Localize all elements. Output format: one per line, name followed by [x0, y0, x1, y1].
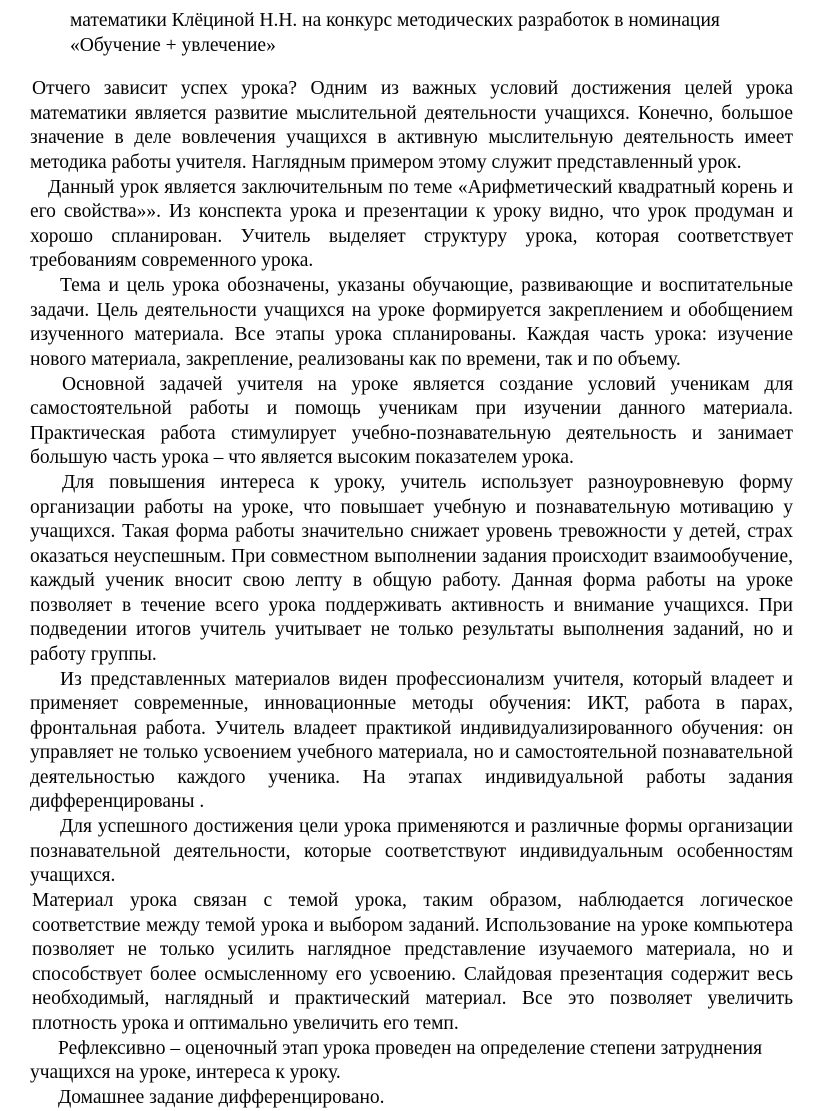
header-line-1: математики Клёциной Н.Н. на конкурс методических разработок в номинация — [70, 10, 720, 31]
paragraph-professionalism: Из представленных материалов виден профессионализм учителя, который владеет и применяет современные, инновационные методы обучения: ИКТ, работа в парах, фронтальная работа. Учитель владеет практикой индивидуализированного обучения: он управляет не только усвоением учебного материала, но и самостоятельной познавательной деятельностью каждого ученика. На этапах индивидуальной работы задания дифференцированы . — [30, 668, 793, 812]
paragraph-forms: Для успешного достижения цели урока применяются и различные формы организации познавательной деятельности, которые соответствуют индивидуальным особенностям учащихся. — [30, 816, 793, 886]
document-header — [70, 8, 770, 58]
paragraph-lesson-success: Отчего зависит успех урока? Одним из важных условий достижения целей урока математики является развитие мыслительной деятельности учащихся. Конечно, большое значение в деле вовлечения учащихся в активную мыслительную деятельность имеет методика работы учителя. Наглядным примером этому служит представленный урок. — [30, 78, 793, 173]
paragraph-lesson-topic: Данный урок является заключительным по теме «Арифметический квадратный корень и его свойства»». Из конспекта урока и презентации к уроку видно, что урок продуман и хорошо спланирован. Учитель выделяет структуру урока, которая соответствует требованиям современного урока. — [30, 176, 793, 271]
paragraph-lesson-goals: Тема и цель урока обозначены, указаны обучающие, развивающие и воспитательные задачи. Цель деятельности учащихся на уроке формируется закреплением и обобщением изученного материала. Все этапы урока спланированы. Каждая часть урока: изучение нового материала, закрепление, реализованы как по времени, так и по объему. — [30, 275, 793, 370]
paragraph-homework: Домашнее задание дифференцировано. — [58, 1087, 385, 1108]
paragraph-teacher-task: Основной задачей учителя на уроке является создание условий ученикам для самостоятельной работы и помощь ученикам при изучении данного материала. Практическая работа стимулирует учебно-познавательную деятельность и занимает большую часть урока – что является высоким показателем урока. — [30, 373, 793, 468]
paragraph-interest: Для повышения интереса к уроку, учитель использует разноуровневую форму организации работы на уроке, что повышает учебную и познавательную мотивацию у учащихся. Такая форма работы значительно снижает уровень тревожности у детей, страх оказаться неуспешным. При совместном выполнении задания происходит взаимообучение, каждый ученик вносит свою лепту в общую работу. Данная форма работы на уроке позволяет в течение всего урока поддерживать активность и внимание учащихся. При подведении итогов учитель учитывает не только результаты выполнения заданий, но и работу группы. — [30, 472, 793, 665]
document-body — [30, 77, 793, 1111]
header-line-2: «Обучение + увлечение» — [70, 35, 276, 56]
paragraph-material: Материал урока связан с темой урока, таким образом, наблюдается логическое соответствие между темой урока и выбором заданий. Использование на уроке компьютера позволяет не только усилить наглядное представление изучаемого материала, но и способствует более осмысленному его усвоению. Слайдовая презентация содержит весь необходимый, наглядный и практический материал. Все это позволяет увеличить плотность урока и оптимально увеличить его темп. — [32, 890, 793, 1034]
paragraph-reflection: Рефлексивно – оценочный этап урока проведен на определение степени затруднения учащихся на уроке, интереса к уроку. — [30, 1037, 763, 1083]
